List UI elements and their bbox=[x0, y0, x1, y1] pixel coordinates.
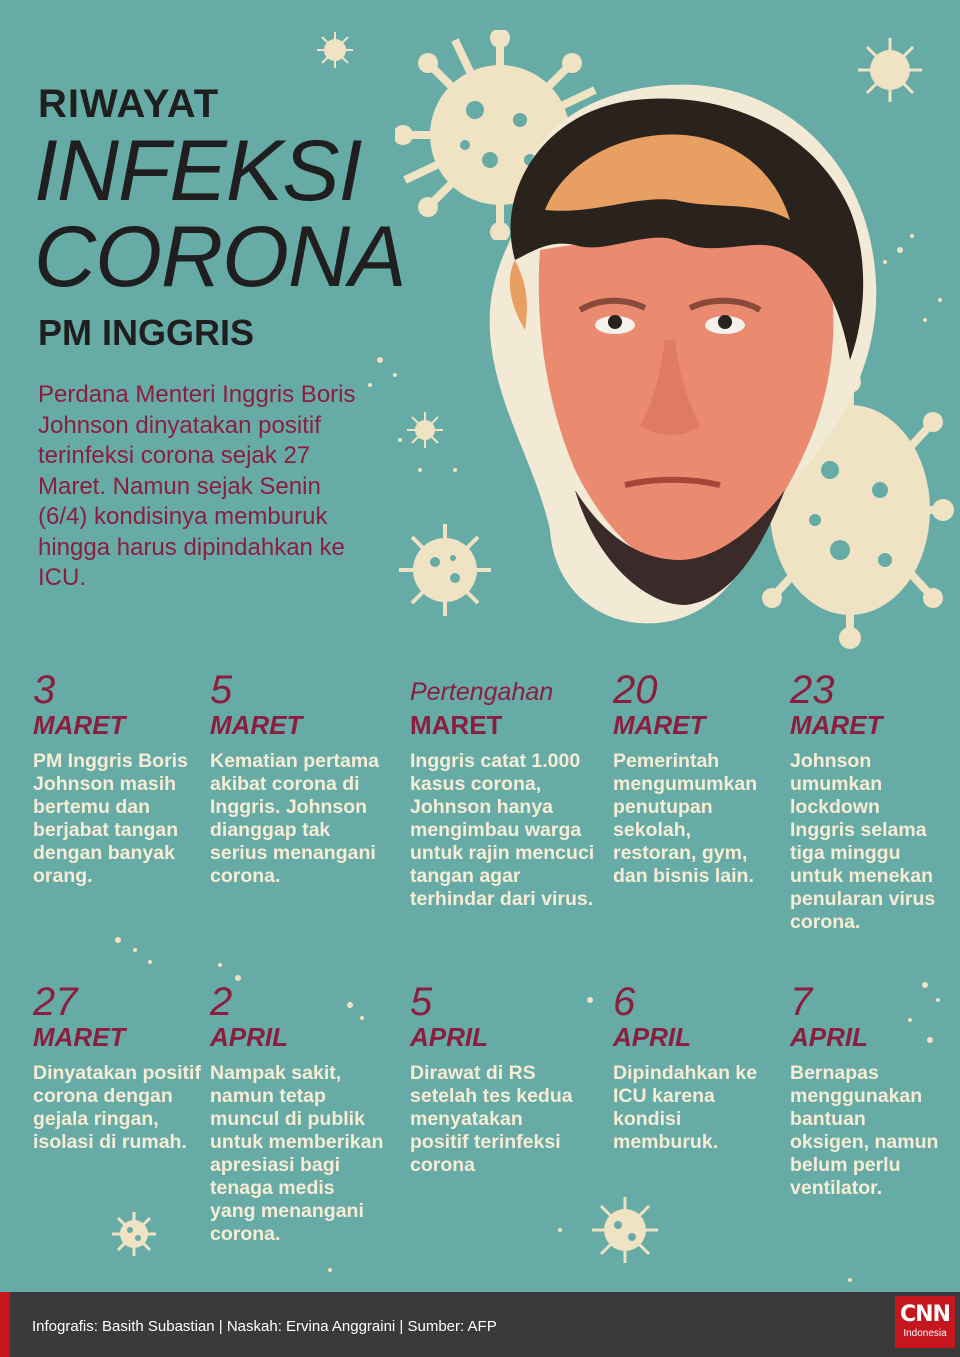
timeline-entry bbox=[33, 982, 203, 1154]
portrait-illustration bbox=[455, 60, 885, 650]
timeline-entry bbox=[410, 670, 595, 911]
timeline-entry bbox=[613, 982, 763, 1154]
timeline-day: 5 bbox=[210, 668, 233, 712]
timeline-day: 23 bbox=[790, 668, 835, 712]
timeline-month: MARET bbox=[210, 710, 303, 740]
timeline-day: 27 bbox=[33, 980, 78, 1024]
timeline-day: Pertengahan bbox=[410, 678, 554, 706]
timeline-month: MARET bbox=[790, 710, 883, 740]
timeline-text: Nampak sakit, namun tetap muncul di publik untuk memberikan apresiasi bagi tenaga medis yang menangani corona. bbox=[210, 1062, 384, 1245]
timeline-day: 3 bbox=[33, 668, 56, 712]
timeline-day: 2 bbox=[210, 980, 233, 1024]
timeline-day: 5 bbox=[410, 980, 433, 1024]
logo-subtext: Indonesia bbox=[903, 1328, 947, 1339]
timeline-text: Dinyatakan positif corona dengan gejala ringan, isolasi di rumah. bbox=[33, 1062, 201, 1153]
timeline-entry bbox=[790, 982, 950, 1200]
timeline-day: 6 bbox=[613, 980, 636, 1024]
intro-paragraph: Perdana Menteri Inggris Boris Johnson dinyatakan positif terinfeksi corona sejak 27 Maret. Namun sejak Senin (6/4) kondisinya memburuk hingga harus dipindahkan ke ICU. bbox=[38, 381, 356, 591]
timeline-month: MARET bbox=[33, 1022, 126, 1052]
title-line-4: PM INGGRIS bbox=[38, 312, 255, 353]
title-line-2: INFEKSI bbox=[34, 123, 362, 219]
timeline-text: Pemerintah mengumumkan penutupan sekolah, restoran, gym, dan bisnis lain. bbox=[613, 750, 758, 887]
timeline-month: MARET bbox=[613, 710, 706, 740]
title-line-1: RIWAYAT bbox=[38, 82, 220, 126]
timeline-entry bbox=[210, 982, 385, 1246]
timeline-text: Dipindahkan ke ICU karena kondisi memburuk. bbox=[613, 1062, 758, 1153]
footer-accent bbox=[0, 1292, 10, 1357]
timeline-entry bbox=[613, 670, 778, 888]
timeline-text: Bernapas menggunakan bantuan oksigen, namun belum perlu ventilator. bbox=[790, 1062, 939, 1199]
timeline-text: Dirawat di RS setelah tes kedua menyatakan positif terinfeksi corona bbox=[410, 1062, 573, 1176]
timeline-month: MARET bbox=[410, 710, 503, 740]
timeline-day: 7 bbox=[790, 980, 813, 1024]
timeline-day: 20 bbox=[613, 668, 658, 712]
timeline-entry bbox=[410, 982, 585, 1177]
timeline-entry bbox=[210, 670, 385, 888]
timeline-entry bbox=[33, 670, 203, 888]
timeline-month: MARET bbox=[33, 710, 126, 740]
timeline-text: Kematian pertama akibat corona di Inggris. Johnson dianggap tak serius menangani corona. bbox=[210, 750, 380, 887]
timeline-text: Inggris catat 1.000 kasus corona, Johnson hanya mengimbau warga untuk rajin mencuci tangan agar terhindar dari virus. bbox=[410, 750, 595, 910]
timeline-entry bbox=[790, 670, 950, 934]
logo-text: CNN bbox=[900, 1302, 950, 1327]
timeline-month: APRIL bbox=[613, 1022, 691, 1052]
timeline-month: APRIL bbox=[410, 1022, 488, 1052]
footer-credits: Infografis: Basith Subastian | Naskah: Ervina Anggraini | Sumber: AFP bbox=[32, 1318, 497, 1335]
title-line-3: CORONA bbox=[34, 209, 406, 305]
timeline-month: APRIL bbox=[790, 1022, 868, 1052]
cnn-logo bbox=[895, 1296, 955, 1348]
timeline-text: Johnson umumkan lockdown Inggris selama tiga minggu untuk menekan penularan virus corona. bbox=[790, 750, 936, 933]
timeline-text: PM Inggris Boris Johnson masih bertemu dan berjabat tangan dengan banyak orang. bbox=[33, 750, 188, 887]
timeline-month: APRIL bbox=[210, 1022, 288, 1052]
